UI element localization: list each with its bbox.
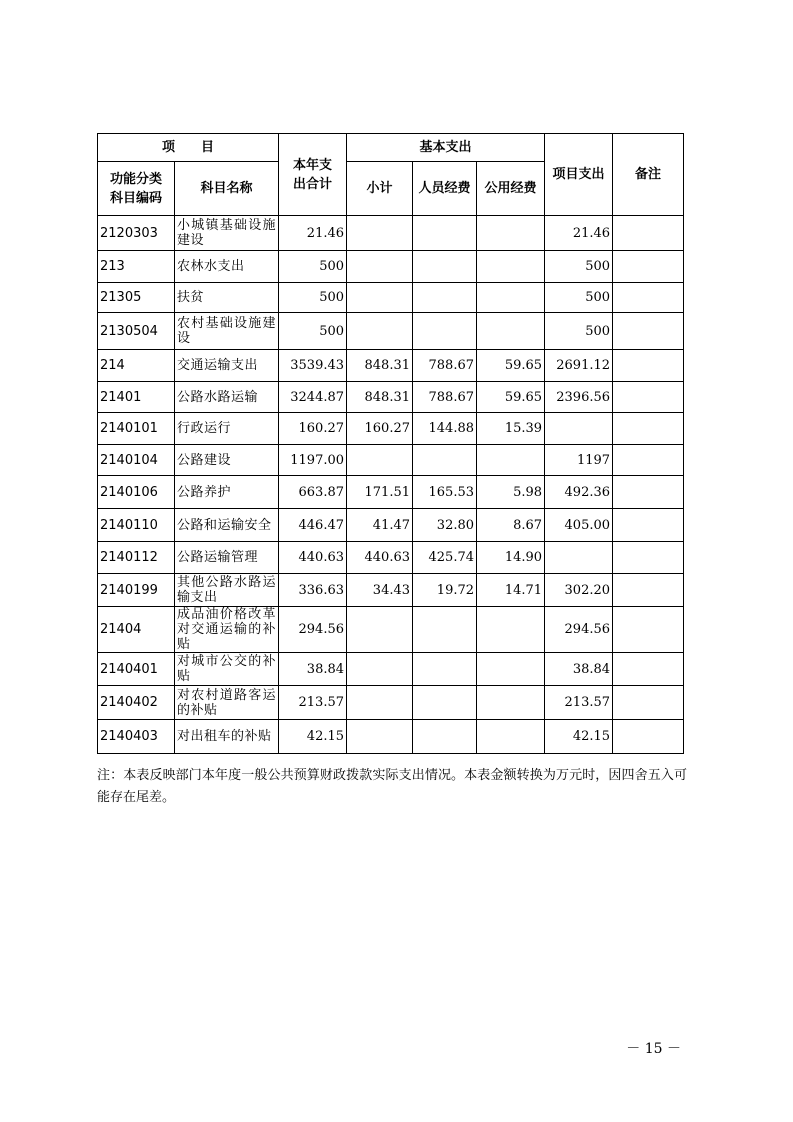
cell-code: 2140112: [98, 542, 175, 574]
cell-remark: [613, 574, 684, 607]
cell-remark: [613, 382, 684, 413]
header-code: 功能分类科目编码: [98, 162, 175, 216]
cell-name: 公路和运输安全: [175, 509, 279, 542]
cell-project: 492.36: [545, 476, 613, 509]
cell-code: 213: [98, 251, 175, 283]
cell-subtotal: 848.31: [347, 350, 413, 382]
header-subtotal: 小计: [347, 162, 413, 216]
cell-subtotal: [347, 313, 413, 350]
table-row: [98, 216, 684, 251]
table-row: [98, 445, 684, 476]
cell-remark: [613, 476, 684, 509]
table-row: [98, 542, 684, 574]
cell-public: 59.65: [477, 382, 545, 413]
cell-name: 扶贫: [175, 283, 279, 313]
cell-name: 对出租车的补贴: [175, 720, 279, 754]
cell-remark: [613, 445, 684, 476]
cell-project: 213.57: [545, 686, 613, 720]
table-row: [98, 413, 684, 445]
cell-public: [477, 607, 545, 653]
cell-public: [477, 686, 545, 720]
cell-personnel: 425.74: [413, 542, 477, 574]
table-row: [98, 251, 684, 283]
cell-remark: [613, 251, 684, 283]
cell-subtotal: [347, 686, 413, 720]
cell-public: 5.98: [477, 476, 545, 509]
cell-project: [545, 413, 613, 445]
cell-project: 405.00: [545, 509, 613, 542]
cell-total: 213.57: [279, 686, 347, 720]
cell-personnel: [413, 283, 477, 313]
cell-total: 440.63: [279, 542, 347, 574]
cell-public: [477, 283, 545, 313]
cell-name: 农村基础设施建设: [175, 313, 279, 350]
cell-project: 302.20: [545, 574, 613, 607]
cell-subtotal: 848.31: [347, 382, 413, 413]
header-public: 公用经费: [477, 162, 545, 216]
cell-total: 500: [279, 251, 347, 283]
table-body: [98, 216, 684, 754]
header-remark: 备注: [613, 134, 684, 216]
table-row: [98, 653, 684, 686]
cell-subtotal: 171.51: [347, 476, 413, 509]
header-row-1: [98, 134, 684, 162]
header-name: 科目名称: [175, 162, 279, 216]
cell-name: 公路养护: [175, 476, 279, 509]
cell-subtotal: [347, 445, 413, 476]
cell-personnel: [413, 313, 477, 350]
cell-name: 公路建设: [175, 445, 279, 476]
cell-subtotal: 41.47: [347, 509, 413, 542]
cell-project: [545, 542, 613, 574]
header-basic: 基本支出: [347, 134, 545, 162]
cell-code: 2140104: [98, 445, 175, 476]
cell-project: 500: [545, 283, 613, 313]
cell-total: 21.46: [279, 216, 347, 251]
cell-project: 1197: [545, 445, 613, 476]
table-row: [98, 382, 684, 413]
cell-total: 3244.87: [279, 382, 347, 413]
cell-code: 2140101: [98, 413, 175, 445]
table-row: [98, 607, 684, 653]
cell-project: 294.56: [545, 607, 613, 653]
cell-name: 农林水支出: [175, 251, 279, 283]
cell-name: 对农村道路客运的补贴: [175, 686, 279, 720]
cell-code: 21404: [98, 607, 175, 653]
cell-remark: [613, 350, 684, 382]
cell-public: [477, 653, 545, 686]
cell-total: 1197.00: [279, 445, 347, 476]
cell-name: 其他公路水路运输支出: [175, 574, 279, 607]
cell-remark: [613, 607, 684, 653]
cell-public: 15.39: [477, 413, 545, 445]
cell-subtotal: 34.43: [347, 574, 413, 607]
cell-remark: [613, 686, 684, 720]
cell-public: 59.65: [477, 350, 545, 382]
cell-code: 2140106: [98, 476, 175, 509]
cell-name: 小城镇基础设施建设: [175, 216, 279, 251]
cell-project: 500: [545, 251, 613, 283]
table-row: [98, 476, 684, 509]
header-total: 本年支出合计: [279, 134, 347, 216]
cell-personnel: 32.80: [413, 509, 477, 542]
cell-remark: [613, 653, 684, 686]
cell-code: 2130504: [98, 313, 175, 350]
cell-subtotal: [347, 720, 413, 754]
cell-public: [477, 216, 545, 251]
cell-code: 21305: [98, 283, 175, 313]
cell-code: 2140199: [98, 574, 175, 607]
cell-total: 294.56: [279, 607, 347, 653]
table-row: [98, 283, 684, 313]
cell-subtotal: [347, 653, 413, 686]
cell-personnel: [413, 445, 477, 476]
cell-project: 42.15: [545, 720, 613, 754]
cell-project: 2691.12: [545, 350, 613, 382]
cell-remark: [613, 313, 684, 350]
header-item: 项 目: [98, 134, 279, 162]
cell-code: 2120303: [98, 216, 175, 251]
cell-code: 2140402: [98, 686, 175, 720]
budget-table: [97, 133, 684, 754]
cell-code: 214: [98, 350, 175, 382]
cell-remark: [613, 542, 684, 574]
cell-remark: [613, 283, 684, 313]
cell-subtotal: 440.63: [347, 542, 413, 574]
cell-code: 21401: [98, 382, 175, 413]
page-number: － 15 －: [626, 1041, 681, 1057]
header-personnel: 人员经费: [413, 162, 477, 216]
cell-total: 3539.43: [279, 350, 347, 382]
cell-personnel: 19.72: [413, 574, 477, 607]
table-row: [98, 509, 684, 542]
cell-subtotal: [347, 283, 413, 313]
cell-total: 160.27: [279, 413, 347, 445]
cell-name: 成品油价格改革对交通运输的补贴: [175, 607, 279, 653]
cell-public: 8.67: [477, 509, 545, 542]
cell-public: 14.71: [477, 574, 545, 607]
cell-total: 336.63: [279, 574, 347, 607]
table-row: [98, 574, 684, 607]
table-row: [98, 313, 684, 350]
cell-subtotal: 160.27: [347, 413, 413, 445]
cell-personnel: [413, 720, 477, 754]
cell-total: 500: [279, 313, 347, 350]
cell-personnel: 144.88: [413, 413, 477, 445]
cell-code: 2140110: [98, 509, 175, 542]
cell-code: 2140401: [98, 653, 175, 686]
cell-total: 42.15: [279, 720, 347, 754]
cell-personnel: 788.67: [413, 382, 477, 413]
cell-total: 446.47: [279, 509, 347, 542]
cell-project: 2396.56: [545, 382, 613, 413]
table-row: [98, 720, 684, 754]
cell-personnel: [413, 686, 477, 720]
cell-personnel: [413, 607, 477, 653]
cell-remark: [613, 720, 684, 754]
cell-name: 公路水路运输: [175, 382, 279, 413]
table-row: [98, 350, 684, 382]
cell-code: 2140403: [98, 720, 175, 754]
cell-public: [477, 251, 545, 283]
cell-public: [477, 445, 545, 476]
cell-remark: [613, 216, 684, 251]
cell-public: 14.90: [477, 542, 545, 574]
table-note: 注：本表反映部门本年度一般公共预算财政拨款实际支出情况。本表金额转换为万元时，因四舍五入可能存在尾差。: [97, 768, 687, 805]
cell-total: 663.87: [279, 476, 347, 509]
cell-subtotal: [347, 607, 413, 653]
cell-personnel: 165.53: [413, 476, 477, 509]
cell-project: 500: [545, 313, 613, 350]
cell-name: 公路运输管理: [175, 542, 279, 574]
cell-personnel: [413, 216, 477, 251]
cell-remark: [613, 413, 684, 445]
cell-public: [477, 313, 545, 350]
cell-project: 38.84: [545, 653, 613, 686]
cell-total: 500: [279, 283, 347, 313]
cell-name: 行政运行: [175, 413, 279, 445]
cell-remark: [613, 509, 684, 542]
cell-subtotal: [347, 251, 413, 283]
cell-subtotal: [347, 216, 413, 251]
header-project: 项目支出: [545, 134, 613, 216]
cell-personnel: [413, 251, 477, 283]
table-row: [98, 686, 684, 720]
cell-total: 38.84: [279, 653, 347, 686]
cell-name: 交通运输支出: [175, 350, 279, 382]
cell-personnel: [413, 653, 477, 686]
cell-public: [477, 720, 545, 754]
cell-project: 21.46: [545, 216, 613, 251]
cell-name: 对城市公交的补贴: [175, 653, 279, 686]
cell-personnel: 788.67: [413, 350, 477, 382]
